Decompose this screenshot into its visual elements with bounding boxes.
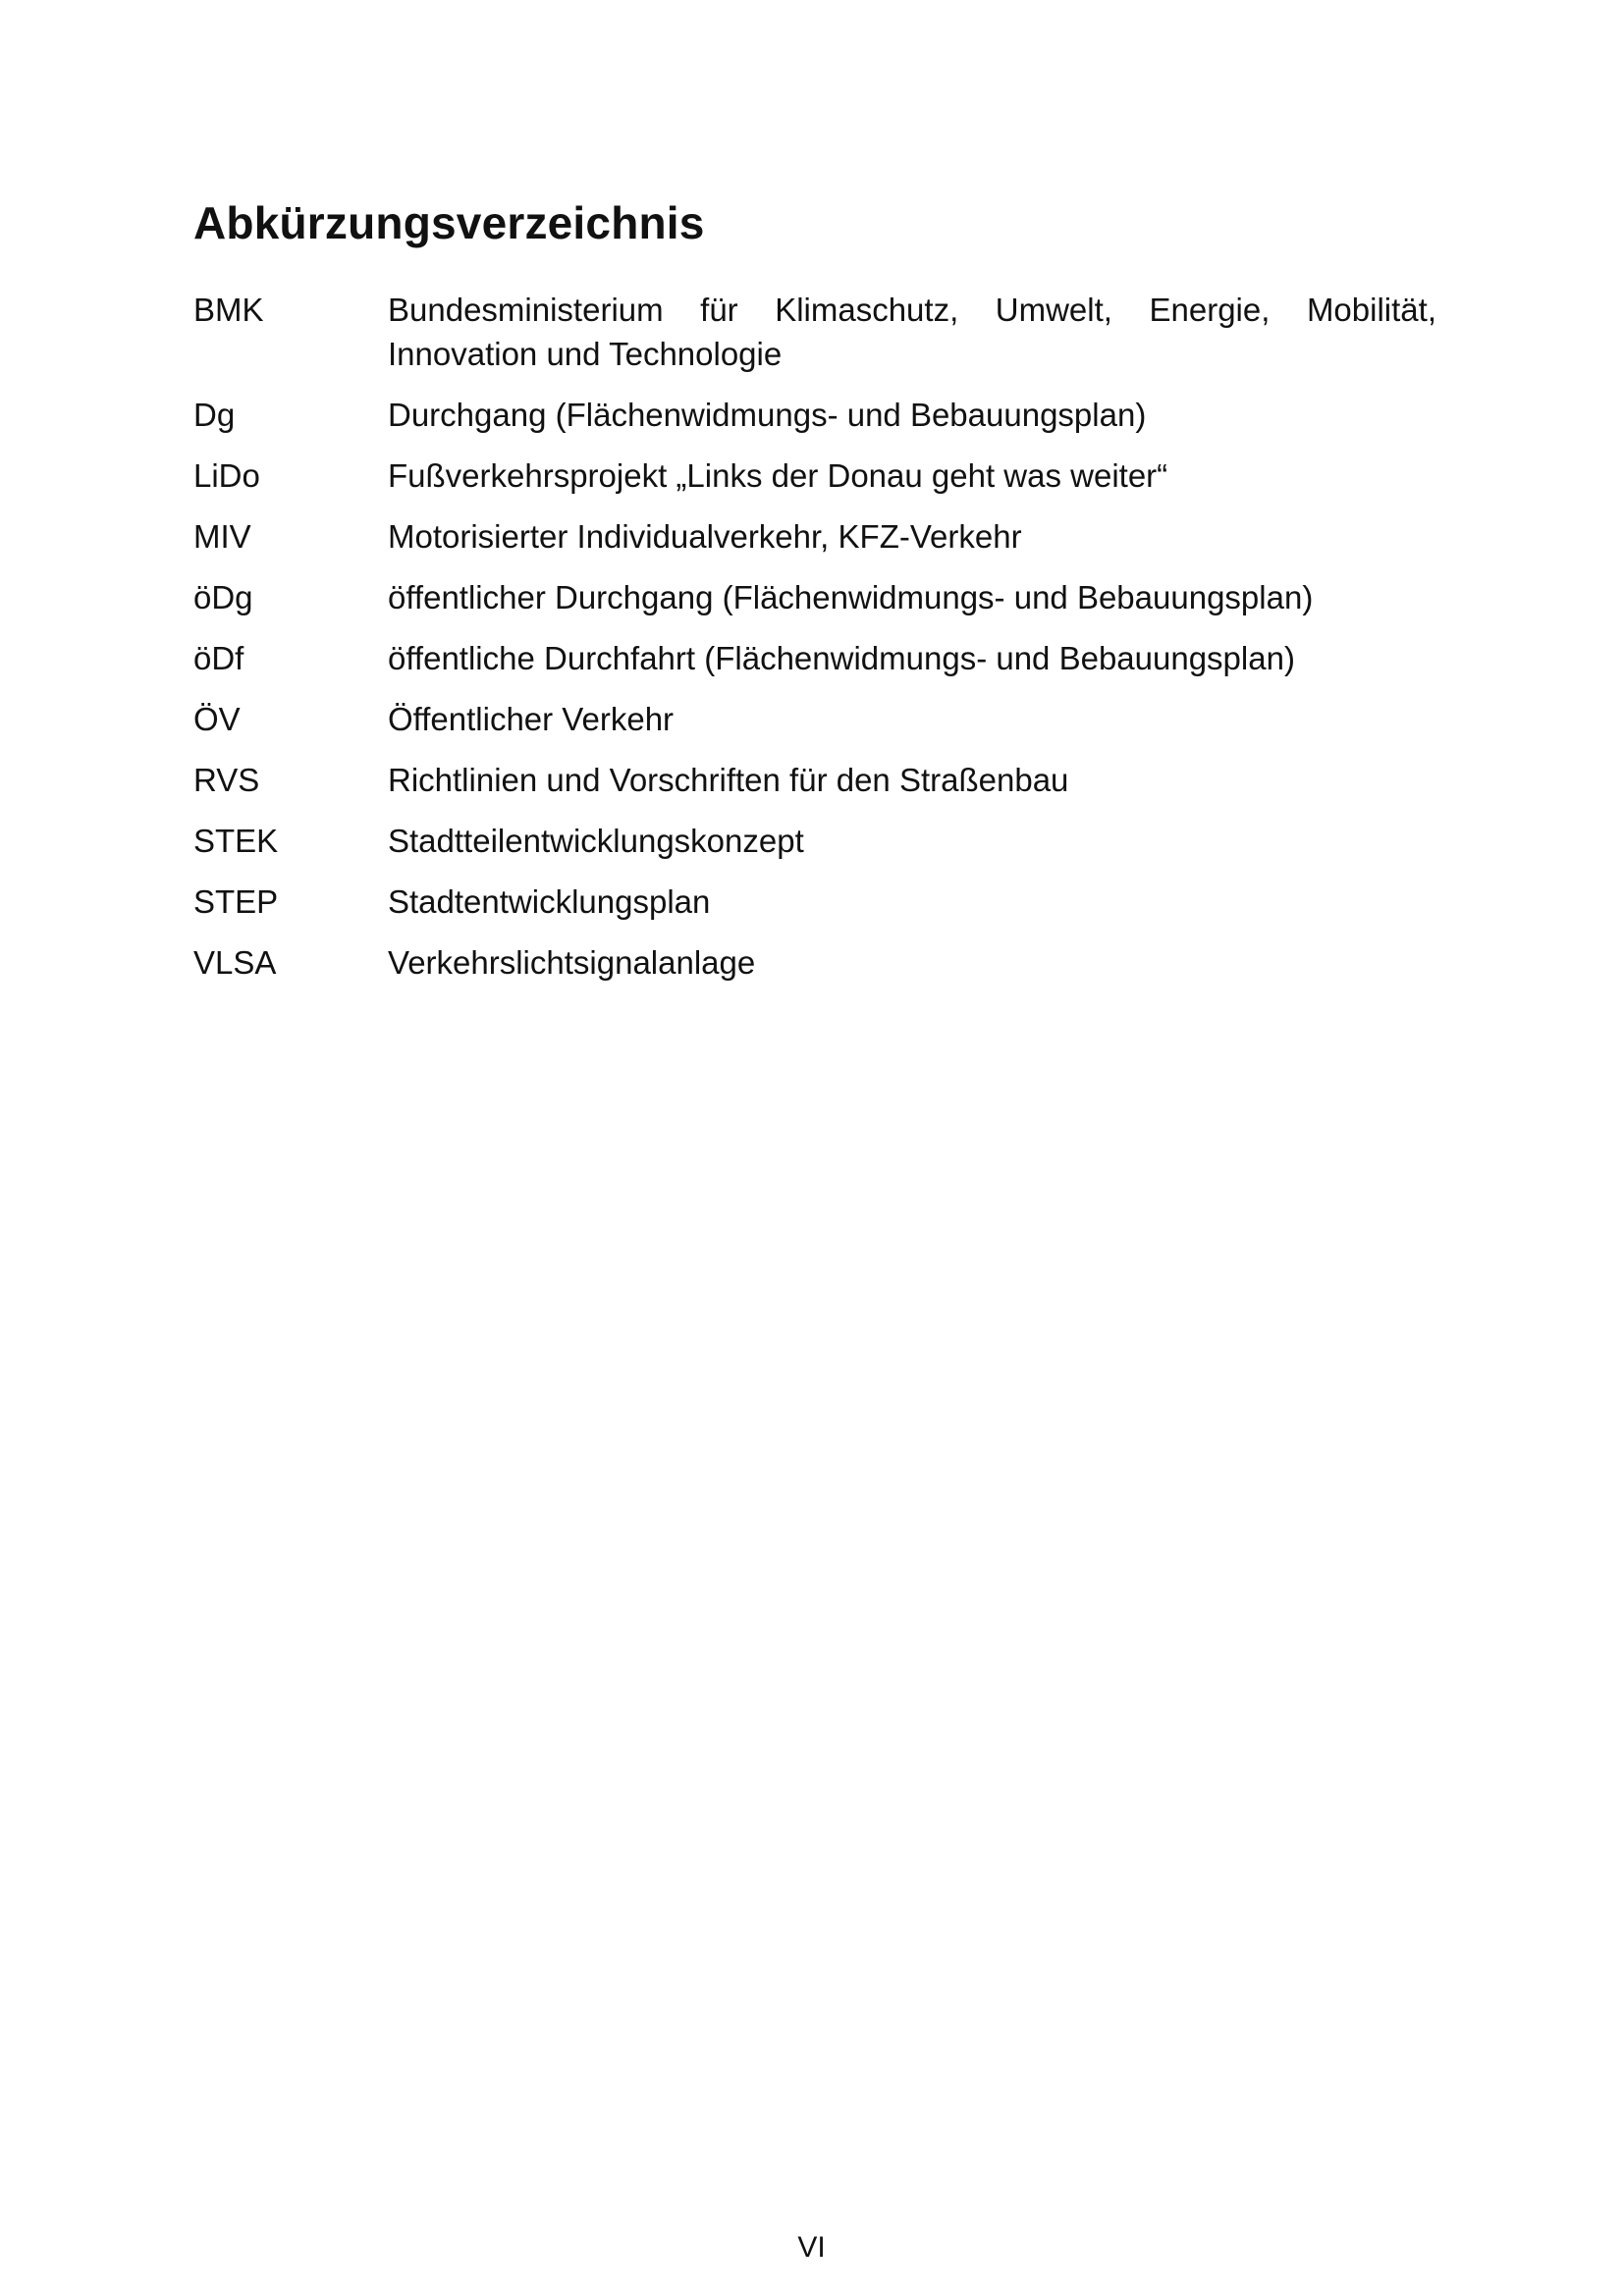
abbreviation-term: öDf: [193, 640, 244, 676]
abbreviation-entry: [193, 940, 1436, 985]
abbreviation-definition: Stadtteilentwicklungskonzept: [388, 823, 804, 859]
abbreviation-list: [193, 288, 1436, 1001]
abbreviation-definition: Richtlinien und Vorschriften für den Straßenbau: [388, 762, 1069, 798]
abbreviation-definition: Motorisierter Individualverkehr, KFZ-Verkehr: [388, 518, 1022, 555]
abbreviation-term: BMK: [193, 292, 264, 328]
abbreviation-term: LiDo: [193, 457, 260, 494]
abbreviation-entry: [193, 575, 1436, 619]
abbreviation-term: öDg: [193, 579, 253, 615]
abbreviation-term: ÖV: [193, 701, 241, 737]
abbreviation-definition: Öffentlicher Verkehr: [388, 701, 675, 737]
abbreviation-entry: [193, 288, 1436, 376]
abbreviation-definition: öffentliche Durchfahrt (Flächenwidmungs- und Bebauungsplan): [388, 640, 1295, 676]
abbreviation-entry: [193, 880, 1436, 924]
abbreviation-definition: Fußverkehrsprojekt „Links der Donau geht was weiter“: [388, 457, 1168, 494]
abbreviation-definition: Verkehrslichtsignalanlage: [388, 944, 756, 981]
abbreviation-entry: [193, 758, 1436, 802]
page-number: VI: [797, 2231, 826, 2264]
abbreviation-term: RVS: [193, 762, 260, 798]
page-title: Abkürzungsverzeichnis: [193, 197, 705, 248]
abbreviation-entry: [193, 454, 1436, 498]
abbreviation-entry: [193, 514, 1436, 559]
abbreviation-entry: [193, 636, 1436, 680]
abbreviation-entry: [193, 819, 1436, 863]
abbreviation-entry: [193, 697, 1436, 741]
abbreviation-definition: öffentlicher Durchgang (Flächenwidmungs- und Bebauungsplan): [388, 579, 1314, 615]
abbreviation-definition: Bundesministerium für Klimaschutz, Umwelt, Energie, Mobilität, Innovation und Technologie: [388, 292, 1436, 372]
abbreviation-term: STEP: [193, 883, 279, 920]
abbreviation-entry: [193, 393, 1436, 437]
abbreviation-definition: Durchgang (Flächenwidmungs- und Bebauungsplan): [388, 397, 1147, 433]
abbreviation-term: STEK: [193, 823, 279, 859]
abbreviation-term: MIV: [193, 518, 251, 555]
abbreviation-term: VLSA: [193, 944, 277, 981]
abbreviation-term: Dg: [193, 397, 236, 433]
abbreviation-definition: Stadtentwicklungsplan: [388, 883, 711, 920]
